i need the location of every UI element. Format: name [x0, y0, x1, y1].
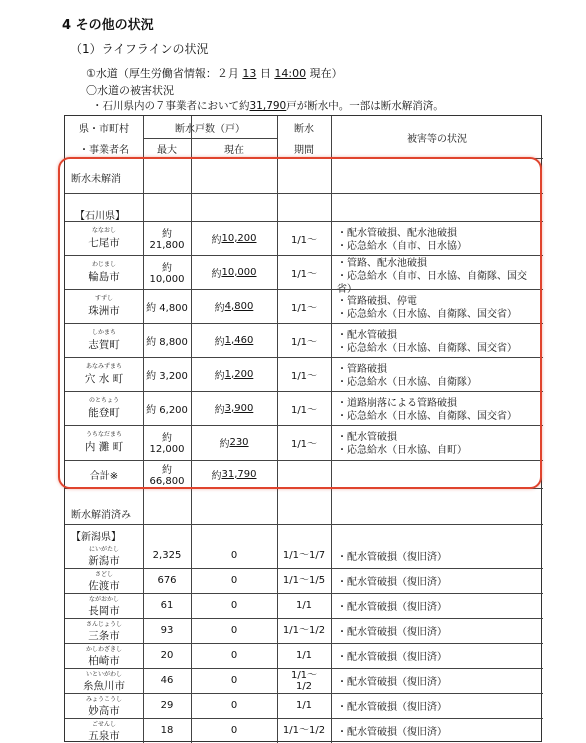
damage-line: ・管路破損: [337, 364, 387, 375]
water-item-heading: [86, 65, 343, 81]
municipality-name: 新潟市: [88, 555, 120, 567]
damage-status: ・配水管破損（復旧済）: [337, 702, 447, 713]
current-outage-prefix: 約: [214, 404, 225, 416]
current-outage: 0: [230, 550, 238, 561]
current-outage-prefix: 約: [214, 336, 225, 348]
damage-status: ・配水管破損（復旧済）: [337, 652, 447, 663]
header-outage-count: 断水戸数（戸）: [175, 123, 245, 135]
outage-period: 1/1～: [290, 302, 318, 314]
municipality-furigana: さどし: [94, 571, 113, 578]
current-outage: 0: [230, 675, 238, 686]
header-max: 最大: [157, 144, 177, 156]
municipality-name: 五泉市: [88, 730, 120, 742]
municipality-furigana: いといがわし: [85, 671, 122, 678]
municipality-name: 佐渡市: [88, 580, 120, 592]
section-heading: 4 その他の状況: [62, 18, 154, 33]
damage-status-label: 〇水道の被害状況: [86, 84, 174, 97]
current-outage-value: 1,460: [224, 334, 254, 346]
current-outage-prefix: 約: [211, 268, 222, 280]
max-outage: 約 4,800: [146, 302, 188, 314]
max-outage: 93: [160, 625, 174, 636]
total-label: 合計※: [89, 470, 119, 482]
header-damage: 被害等の状況: [407, 133, 467, 145]
max-outage: 約 21,800: [149, 229, 185, 251]
municipality-name: 穴 水 町: [84, 373, 124, 385]
header-divider: [143, 138, 277, 139]
municipality-furigana: にいがたし: [88, 546, 119, 553]
outage-period: 1/1～: [290, 336, 318, 348]
damage-line: ・応急給水（日水協、自衛隊、国交省）: [337, 309, 517, 320]
damage-line: ・応急給水（自市、日水協）: [337, 241, 467, 252]
total-current-prefix: 約: [211, 470, 222, 482]
current-outage: 0: [230, 600, 238, 611]
max-outage: 676: [157, 575, 177, 586]
summary-prefix: ・石川県内の７事業者において約: [92, 100, 250, 112]
damage-line: 省）: [337, 284, 357, 295]
summary-number: 31,790: [249, 100, 287, 112]
damage-status: ・配水管破損（復旧済）: [337, 727, 447, 738]
highlight-box: [58, 157, 542, 489]
item-day: 13: [242, 67, 257, 80]
municipality-furigana: しかまち: [91, 329, 116, 336]
header-operator: ・事業者名: [79, 144, 129, 156]
municipality-furigana: あなみずまち: [85, 363, 122, 370]
current-outage-value: 1,200: [224, 368, 254, 380]
current-outage: 0: [230, 575, 238, 586]
outage-period: 1/1～: [290, 404, 318, 416]
damage-line: ・道路崩落による管路破損: [337, 398, 457, 409]
damage-status: ・配水管破損（復旧済）: [337, 627, 447, 638]
current-outage: 0: [230, 700, 238, 711]
municipality-furigana: かしわざきし: [85, 646, 122, 653]
item-suffix: 現在）: [309, 67, 343, 80]
outage-period: 1/1: [295, 700, 313, 711]
ishikawa-prefecture: 【石川県】: [75, 211, 125, 222]
municipality-name: 糸魚川市: [83, 680, 125, 692]
outage-period: 1/1～1/5: [282, 575, 326, 586]
damage-status: ・配水管破損（復旧済）: [337, 677, 447, 688]
municipality-name: 長岡市: [88, 605, 120, 617]
current-outage: 0: [230, 625, 238, 636]
max-outage: 約 12,000: [149, 433, 185, 455]
outage-period: 1/1～ 1/2: [290, 669, 318, 692]
municipality-name: 内 灘 町: [84, 441, 124, 453]
damage-line: ・応急給水（日水協、自衛隊、国交省）: [337, 411, 517, 422]
outage-period: 1/1～1/2: [282, 625, 326, 636]
damage-line: ・応急給水（日水協、自衛隊）: [337, 377, 477, 388]
damage-line: ・配水管破損: [337, 432, 397, 443]
municipality-furigana: わじまし: [91, 261, 116, 268]
municipality-name: 妙高市: [88, 705, 120, 717]
municipality-furigana: さんじょうし: [85, 621, 122, 628]
municipality-furigana: みょうこうし: [85, 696, 122, 703]
damage-line: ・応急給水（自市、日水協、自衛隊、国交: [337, 271, 527, 282]
municipality-name: 柏崎市: [88, 655, 120, 667]
subsection-heading: （1）ライフラインの状況: [70, 42, 209, 56]
current-outage-value: 10,000: [221, 266, 257, 278]
outage-period: 1/1～: [290, 268, 318, 280]
unresolved-label: 断水未解消: [71, 174, 121, 185]
damage-line: ・応急給水（日水協、自町）: [337, 445, 467, 456]
current-outage: 0: [230, 650, 238, 661]
item-mid: 日: [259, 67, 271, 80]
municipality-name: 輪島市: [88, 271, 120, 283]
item-time: 14:00: [274, 67, 307, 80]
municipality-furigana: うちなだまち: [85, 431, 122, 438]
outage-period: 1/1: [295, 650, 313, 661]
max-outage: 46: [160, 675, 174, 686]
damage-status: ・配水管破損（復旧済）: [337, 602, 447, 613]
outage-period: 1/1～: [290, 370, 318, 382]
outage-period: 1/1: [295, 600, 313, 611]
current-outage-prefix: 約: [214, 370, 225, 382]
header-municipality: 県・市町村: [79, 123, 129, 135]
summary-suffix: 戸が断水中。一部は断水解消済。: [286, 100, 444, 112]
max-outage: 18: [160, 725, 174, 736]
municipality-furigana: すずし: [94, 295, 114, 302]
damage-line: ・管路、配水池破損: [337, 258, 427, 269]
current-outage-prefix: 約: [214, 302, 225, 314]
current-outage-value: 10,200: [221, 232, 257, 244]
municipality-name: 能登町: [88, 407, 120, 419]
municipality-name: 七尾市: [88, 237, 120, 249]
current-outage-value: 230: [229, 436, 249, 448]
damage-line: ・配水管破損、配水池破損: [337, 228, 457, 239]
total-current-value: 31,790: [221, 468, 257, 480]
total-max: 約 66,800: [149, 465, 185, 487]
damage-line: ・管路破損、停電: [337, 296, 417, 307]
max-outage: 2,325: [152, 550, 182, 561]
outage-period: 1/1～: [290, 438, 318, 450]
max-outage: 約 3,200: [146, 370, 188, 382]
current-outage-prefix: 約: [219, 438, 230, 450]
municipality-furigana: ななおし: [91, 227, 116, 234]
outage-period: 1/1～1/2: [282, 725, 326, 736]
max-outage: 約 6,200: [146, 404, 188, 416]
resolved-divider: [65, 524, 543, 525]
current-outage-prefix: 約: [211, 234, 222, 246]
item-prefix: ①水道（厚生労働省情報：２月: [86, 67, 239, 80]
header-period-bottom: 期間: [294, 144, 314, 156]
damage-line: ・配水管破損: [337, 330, 397, 341]
max-outage: 29: [160, 700, 174, 711]
header-current: 現在: [224, 144, 244, 156]
municipality-furigana: ごせんし: [91, 721, 116, 728]
max-outage: 約 8,800: [146, 336, 188, 348]
municipality-furigana: のとちょう: [88, 397, 119, 404]
outage-period: 1/1～: [290, 234, 318, 246]
resolved-label: 断水解消済み: [71, 510, 131, 521]
current-outage: 0: [230, 725, 238, 736]
municipality-name: 三条市: [88, 630, 120, 642]
current-outage-value: 4,800: [224, 300, 254, 312]
header-period-top: 断水: [294, 123, 314, 135]
max-outage: 約 10,000: [149, 263, 185, 285]
summary-line: [92, 98, 444, 113]
current-outage-value: 3,900: [224, 402, 254, 414]
damage-status: ・配水管破損（復旧済）: [337, 577, 447, 588]
niigata-prefecture: 【新潟県】: [71, 532, 121, 543]
municipality-name: 志賀町: [88, 339, 120, 351]
damage-status: ・配水管破損（復旧済）: [337, 552, 447, 563]
damage-line: ・応急給水（日水協、自衛隊、国交省）: [337, 343, 517, 354]
outage-period: 1/1～1/7: [282, 550, 326, 561]
max-outage: 61: [160, 600, 174, 611]
municipality-furigana: ながおかし: [88, 596, 119, 603]
municipality-name: 珠洲市: [88, 305, 120, 317]
max-outage: 20: [160, 650, 174, 661]
